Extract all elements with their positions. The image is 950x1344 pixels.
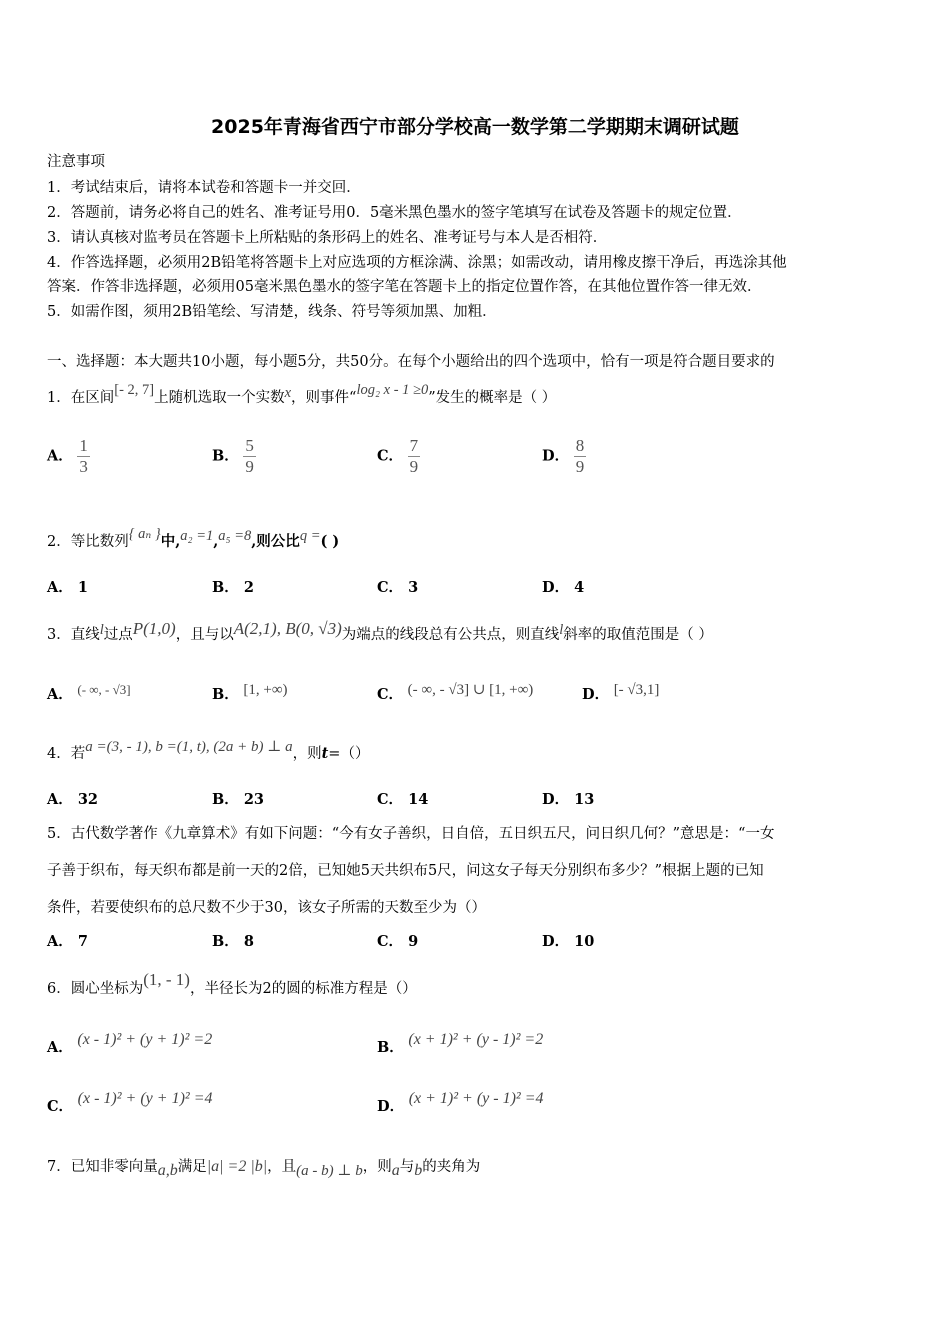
q5-line-1: 5．古代数学著作《九章算术》有如下问题：“今有女子善织，日自倍，五日织五尺，问日织几何？”意思是：“一女	[47, 826, 775, 842]
q2-ratio: q =	[299, 528, 321, 544]
q1-option-a-fraction: $\frac{1}{3}$	[79, 436, 88, 476]
q7-condition: |a| =2 |b|	[206, 1158, 268, 1175]
q2-option-d[interactable]: D． 4	[542, 579, 585, 596]
q4-option-d[interactable]: D． 13	[542, 791, 595, 808]
question-6: 6．圆心坐标为(1, - 1)，半径长为2的圆的标准方程是（）	[47, 970, 417, 997]
q6-center: (1, - 1)	[143, 970, 190, 989]
question-1	[47, 382, 557, 408]
q3-option-c[interactable]: C． (- ∞, - √3] ∪ [1, +∞)	[377, 682, 534, 703]
q4-option-b[interactable]: B． 23	[212, 791, 265, 808]
q2-option-c[interactable]: C． 3	[377, 579, 419, 596]
page-title: 2025年青海省西宁市部分学校高一数学第二学期期末调研试题	[211, 116, 739, 138]
q6-option-d[interactable]: D． (x + 1)² + (y - 1)² =4	[377, 1090, 544, 1115]
q3-option-b[interactable]: B． [1, +∞)	[212, 682, 288, 703]
q3-point-p: P(1,0)	[132, 619, 176, 638]
q1-option-d[interactable]: D． $\frac{8}{9}$	[542, 436, 585, 476]
q6-option-a[interactable]: A． (x - 1)² + (y + 1)² =2	[47, 1031, 213, 1056]
notes-item-1: 1．考试结束后，请将本试卷和答题卡一并交回．	[47, 180, 361, 196]
q3-option-d[interactable]: D． [- √3,1]	[582, 682, 660, 703]
question-2: 2．等比数列{ aₙ }中,a₂ =1,a₅ =8,则公比q =( )	[47, 526, 340, 550]
q1-text-1: 在区间	[70, 390, 115, 406]
notes-item-3: 3．请认真核对监考员在答题卡上所粘贴的条形码上的姓名、准考证号与本人是否相符．	[47, 230, 608, 246]
q5-option-a[interactable]: A． 7	[47, 933, 88, 950]
q1-event: log₂ x - 1 ≥0	[356, 382, 429, 398]
q1-interval: [- 2, 7]	[114, 382, 155, 398]
q4-expression: a =(3, - 1), b =(1, t), (2a + b) ⊥ a	[85, 739, 293, 755]
q5-line-3: 条件，若要使织布的总尺数不少于30，该女子所需的天数至少为（）	[47, 900, 486, 916]
q3-line-l: l	[99, 622, 104, 638]
section-header: 一、选择题：本大题共10小题，每小题5分，共50分。在每个小题给出的四个选项中，恰有一项是符合题目要求的	[47, 354, 775, 370]
q3-option-a[interactable]: A． (- ∞, - √3]	[47, 682, 131, 703]
q5-option-b[interactable]: B． 8	[212, 933, 254, 950]
q1-text-2: 上随机选取一个实数	[154, 390, 285, 406]
q2-sequence: { aₙ }	[128, 526, 161, 542]
q2-condition-1: a₂ =1	[180, 528, 214, 544]
q5-option-c[interactable]: C． 9	[377, 933, 419, 950]
q1-option-c[interactable]: C． $\frac{7}{9}$	[377, 436, 419, 476]
q1-text-3: ，则事件“	[291, 390, 357, 406]
notes-heading: 注意事项	[47, 154, 105, 170]
q3-points-ab: A(2,1), B(0, √3)	[233, 619, 342, 638]
q7-perpendicular: (a - b) ⊥ b	[296, 1163, 363, 1179]
q3-line-l-2: l	[559, 622, 564, 638]
q1-option-c-fraction: $\frac{7}{9}$	[409, 436, 419, 476]
q2-condition-2: a₅ =8	[218, 528, 252, 544]
q6-option-c[interactable]: C． (x - 1)² + (y + 1)² =4	[47, 1090, 213, 1115]
q1-option-a[interactable]: A． $\frac{1}{3}$	[47, 436, 88, 476]
q1-option-d-fraction: $\frac{8}{9}$	[575, 436, 585, 476]
q7-vectors: a,b	[157, 1162, 178, 1179]
q5-line-2: 子善于织布，每天织布都是前一天的2倍，已知她5天共织布5尺，问这女子每天分别织布多少？”根据上题的已知	[47, 863, 764, 879]
notes-item-5: 5．如需作图，须用2B铅笔绘、写清楚，线条、符号等须加黑、加粗．	[47, 304, 497, 320]
notes-item-4-cont: 答案．作答非选择题，必须用05毫米黑色墨水的签字笔在答题卡上的指定位置作答，在其他位置作答一律无效．	[47, 279, 762, 295]
q1-option-b[interactable]: B． $\frac{5}{9}$	[212, 436, 254, 476]
q6-option-b[interactable]: B． (x + 1)² + (y - 1)² =2	[377, 1031, 544, 1056]
notes-item-4: 4．作答选择题，必须用2B铅笔将答题卡上对应选项的方框涂满、涂黑；如需改动，请用橡皮擦干净后，再选涂其他	[47, 255, 787, 271]
q1-number: 1．	[47, 390, 71, 406]
question-7: 7．已知非零向量a,b满足|a| =2 |b|，且(a - b) ⊥ b，则a与b的夹角为	[47, 1158, 481, 1179]
q4-option-a[interactable]: A． 32	[47, 791, 99, 808]
q2-option-a[interactable]: A． 1	[47, 579, 88, 596]
question-4: 4．若a =(3, - 1), b =(1, t), (2a + b) ⊥ a，则t=（）	[47, 739, 370, 762]
q1-var: x	[284, 385, 292, 401]
q4-option-c[interactable]: C． 14	[377, 791, 429, 808]
q2-option-b[interactable]: B． 2	[212, 579, 254, 596]
notes-item-2: 2．答题前，请务必将自己的姓名、准考证号用0．5毫米黑色墨水的签字笔填写在试卷及答题卡的规定位置．	[47, 205, 742, 221]
q1-option-b-fraction: $\frac{5}{9}$	[245, 436, 254, 476]
question-3: 3．直线l过点P(1,0)，且与以A(2,1), B(0, √3)为端点的线段总有公共点，则直线l斜率的取值范围是（ ）	[47, 619, 713, 643]
q1-text-4: ”发生的概率是（ ）	[428, 390, 557, 406]
q5-option-d[interactable]: D． 10	[542, 933, 595, 950]
